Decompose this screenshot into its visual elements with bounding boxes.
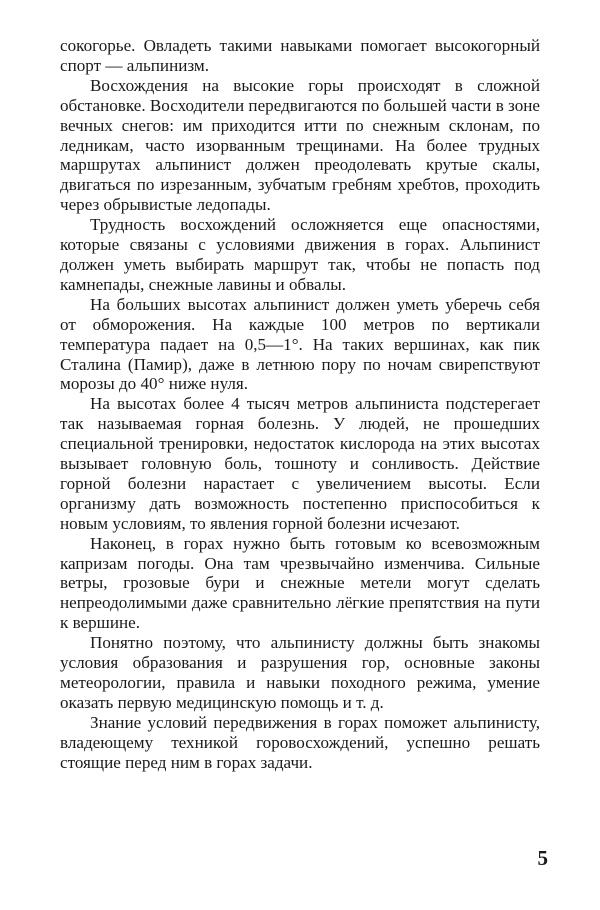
paragraph-dangers: Трудность восхождений осложняется еще опасностями, которые связаны с условиями движения в горах. Альпинист должен уметь выбирать маршрут так, чтобы не попасть под камнепады, снежные лавины и обвалы. xyxy=(60,215,540,294)
page-number: 5 xyxy=(537,846,548,870)
paragraph-weather: Наконец, в горах нужно быть готовым ко всевозможным капризам погоды. Она там чрезвычайно изменчива. Сильные ветры, грозовые бури и снежные метели могут сделать непреодолимыми даже сравнительно лёгкие препятствия на пути к вершине. xyxy=(60,533,540,633)
paragraph-mountain-sickness: На высотах более 4 тысяч метров альпиниста подстерегает так называемая горная болезнь. У людей, не прошедших специальной тренировки, недостаток кислорода на этих высотах вызывает головную боль, тошноту и сонливость. Действие горной болезни нарастает с увеличением высоты. Если организму дать возможность постепенно приспособиться к новым условиям, то явления горной болезни исчезают. xyxy=(60,394,540,533)
paragraph-knowledge: Понятно поэтому, что альпинисту должны быть знакомы условия образования и разрушения гор, основные законы метеорологии, правила и навыки походного режима, умение оказать первую медицинскую помощь и т. д. xyxy=(60,633,540,712)
paragraph-ascents: Восхождения на высокие горы происходят в сложной обстановке. Восходители передвигаются по большей части в зоне вечных снегов: им приходится итти по снежным склонам, по ледникам, часто изорванным трещинами. На более трудных маршрутах альпинист должен преодолевать крутые скалы, двигаться по изрезанным, зубчатым гребням хребтов, проходить через обрывистые ледопады. xyxy=(60,75,540,215)
paragraph-frostbite: На больших высотах альпинист должен уметь уберечь себя от обморожения. На каждые 100 метров по вертикали температура падает на 0,5—1°. На таких вершинах, как пик Сталина (Памир), даже в летнюю пору по ночам свирепствуют морозы до 40° ниже нуля. xyxy=(60,294,540,394)
page-body xyxy=(60,36,540,773)
paragraph-continuation: сокогорье. Овладеть такими навыками помогает высокогорный спорт — альпинизм. xyxy=(60,36,540,75)
paragraph-conclusion: Знание условий передвижения в горах поможет альпинисту, владеющему техникой горовосхождений, успешно решать стоящие перед ним в горах задачи. xyxy=(60,712,540,772)
